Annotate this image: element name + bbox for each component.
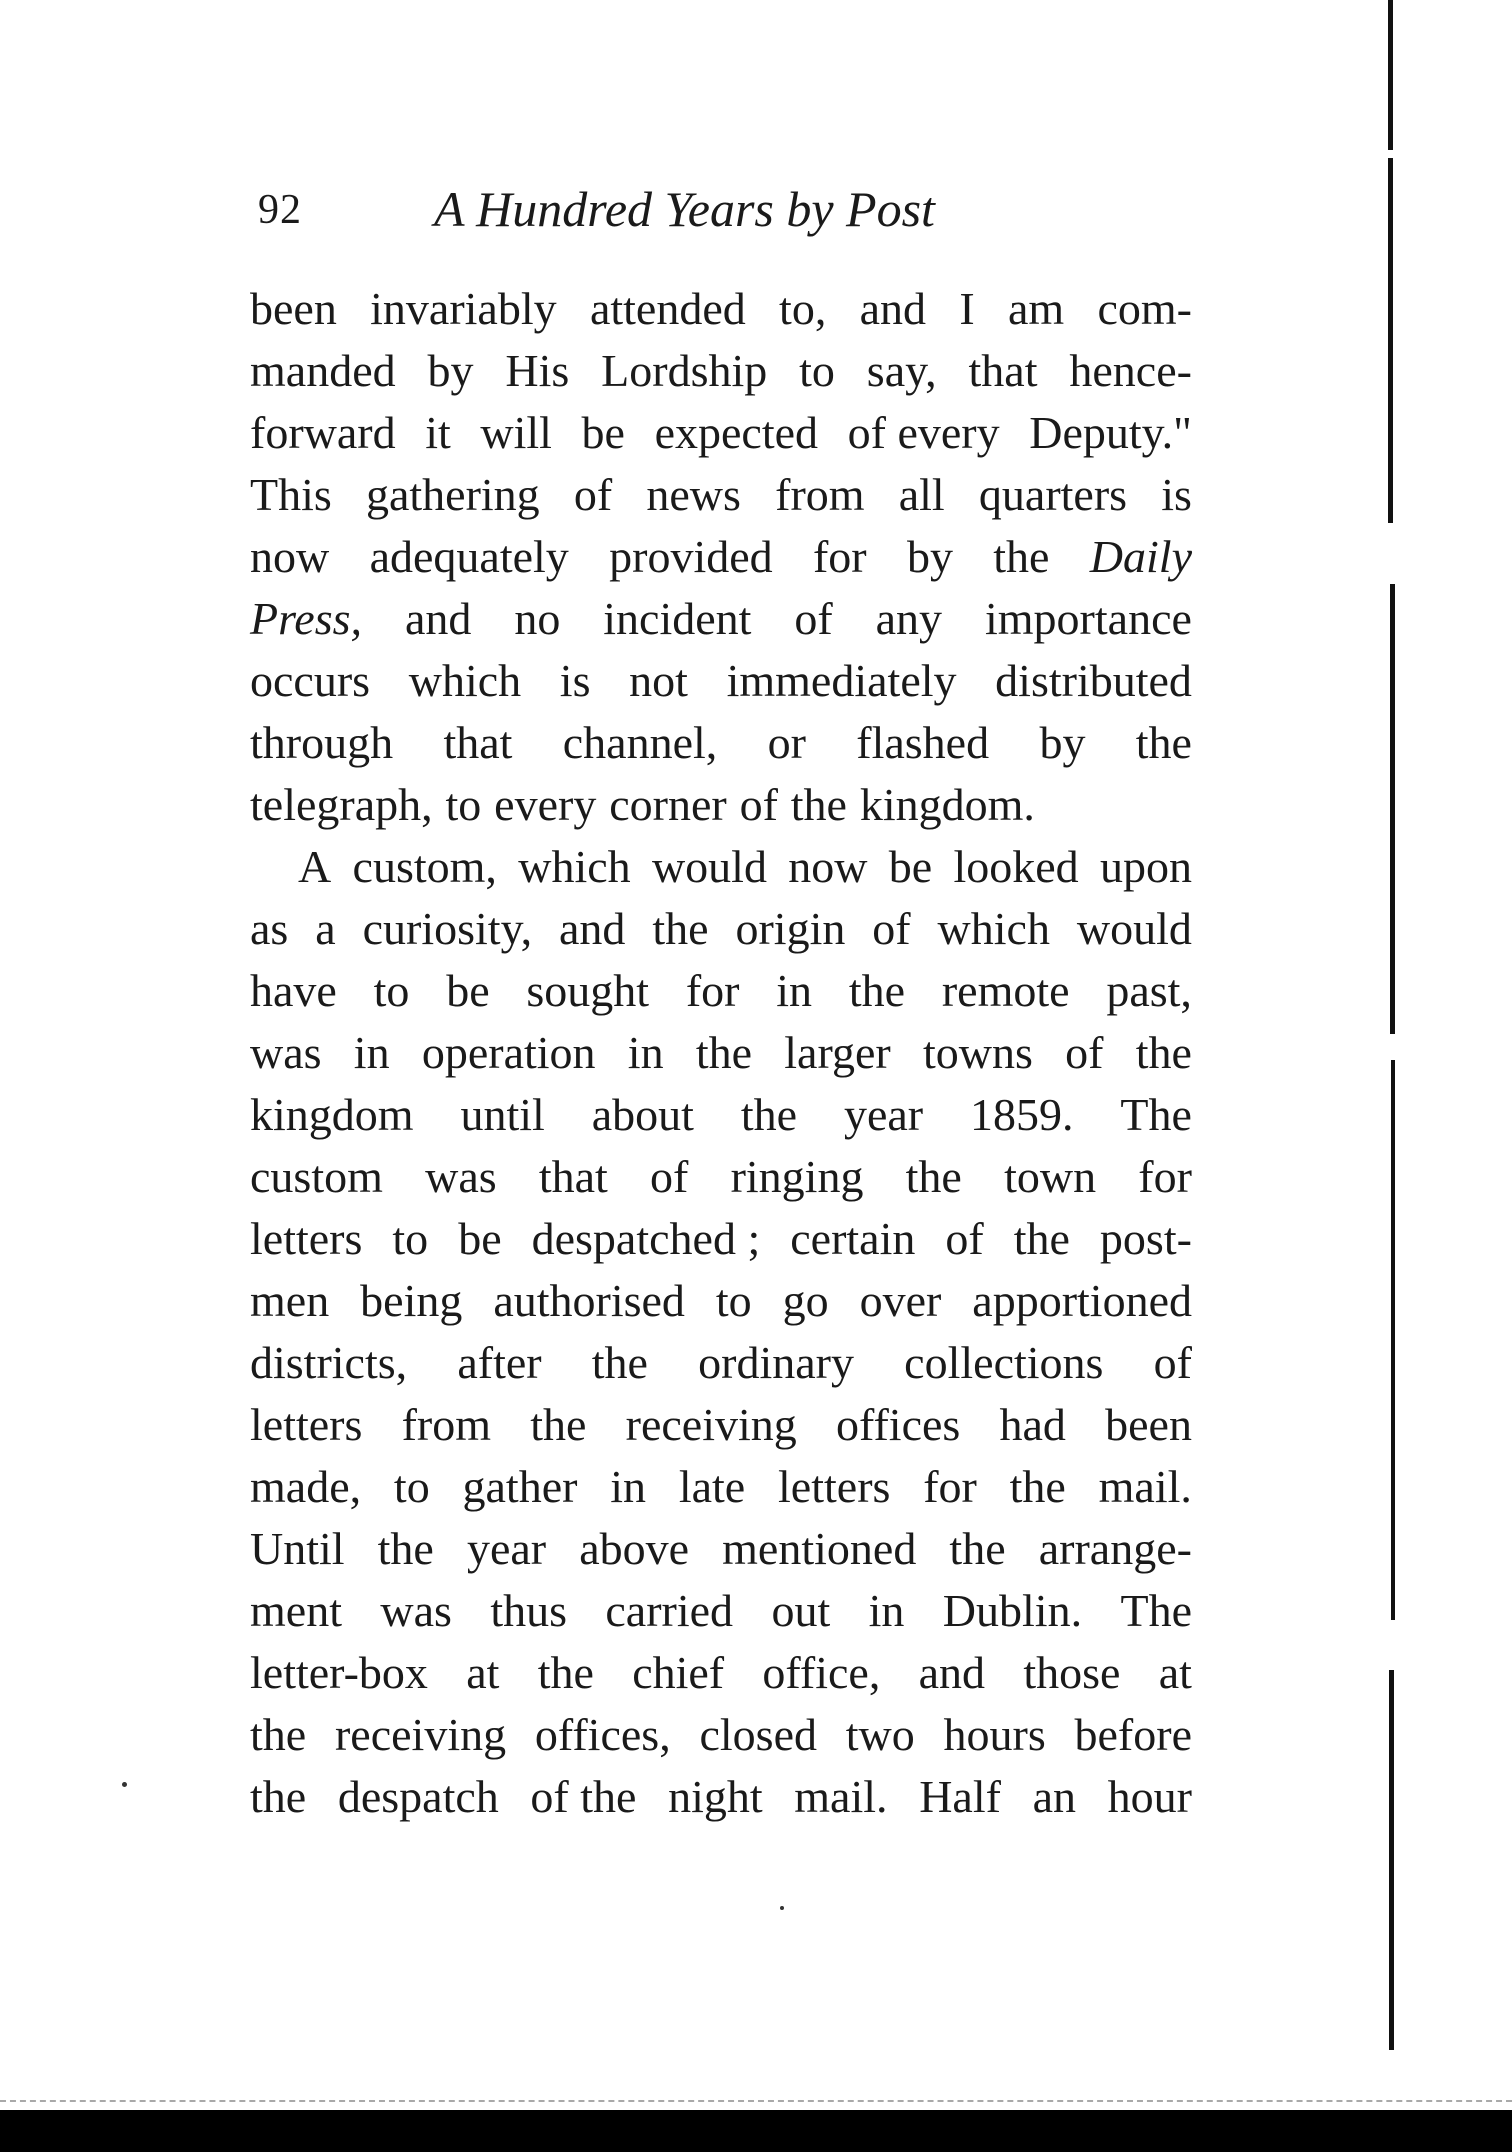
- text-line: [250, 774, 1192, 836]
- scan-speck: [122, 1782, 127, 1787]
- text-line: [250, 1456, 1192, 1518]
- word: office,: [762, 1647, 881, 1698]
- word: of: [573, 469, 613, 520]
- word: those: [1023, 1647, 1121, 1698]
- word: news: [646, 469, 741, 520]
- text-line: [250, 402, 1192, 464]
- word: am: [1007, 283, 1065, 334]
- word: and: [918, 1647, 986, 1698]
- text-line: [250, 1332, 1192, 1394]
- word: the: [377, 1523, 434, 1574]
- word: to: [715, 1275, 752, 1326]
- word: The: [1120, 1089, 1192, 1140]
- word: His: [505, 345, 570, 396]
- word: curiosity,: [362, 903, 533, 954]
- word: to,: [779, 283, 827, 334]
- word: the: [695, 1027, 753, 1078]
- word: the: [250, 1709, 307, 1760]
- word: looked: [953, 841, 1079, 892]
- text-line: [250, 836, 1192, 898]
- text-line: [250, 1766, 1192, 1828]
- page-edge-shadow: [1388, 158, 1393, 523]
- word: mail.: [794, 1771, 888, 1822]
- word: been: [250, 283, 337, 334]
- text-line: [250, 340, 1192, 402]
- word: A: [298, 841, 332, 892]
- word: towns: [922, 1027, 1033, 1078]
- running-title: A Hundred Years by Post: [434, 181, 935, 237]
- word: districts,: [250, 1337, 408, 1388]
- text-line: [250, 1704, 1192, 1766]
- word: which: [408, 655, 522, 706]
- text-line: [250, 650, 1192, 712]
- word: the: [848, 965, 906, 1016]
- word: I: [959, 283, 975, 334]
- word: that: [968, 345, 1038, 396]
- word: at: [466, 1647, 500, 1698]
- word: is: [1161, 469, 1192, 520]
- word: for: [923, 1461, 977, 1512]
- word: Lordship: [601, 345, 768, 396]
- word: origin: [735, 903, 846, 954]
- word: in: [353, 1027, 390, 1078]
- text-line: [250, 1580, 1192, 1642]
- word: sought: [526, 965, 650, 1016]
- word: gather: [462, 1461, 578, 1512]
- word: past,: [1106, 965, 1192, 1016]
- word: the: [652, 903, 709, 954]
- word: that: [538, 1151, 608, 1202]
- word: post-: [1099, 1213, 1192, 1264]
- word: made,: [250, 1461, 362, 1512]
- scan-speck: [780, 1906, 784, 1910]
- word: mail.: [1098, 1461, 1192, 1512]
- word: for: [1138, 1151, 1192, 1202]
- word: by: [1039, 717, 1086, 768]
- word: the: [1009, 1461, 1066, 1512]
- word: Half: [919, 1771, 1001, 1822]
- word: remote: [941, 965, 1070, 1016]
- word: telegraph,: [250, 779, 433, 830]
- word: any: [875, 593, 943, 644]
- word: quarters: [978, 469, 1128, 520]
- word: by: [906, 531, 953, 582]
- word: of: [1153, 1337, 1192, 1388]
- word: from: [775, 469, 865, 520]
- word: had: [999, 1399, 1066, 1450]
- word: which: [518, 841, 631, 892]
- word: for: [685, 965, 740, 1016]
- word: hours: [943, 1709, 1046, 1760]
- word: night: [668, 1771, 763, 1822]
- text-line: [250, 898, 1192, 960]
- word: Daily: [1089, 531, 1192, 582]
- word: Until: [250, 1523, 345, 1574]
- word: invariably: [370, 283, 557, 334]
- word: through: [250, 717, 394, 768]
- page-edge-shadow: [1391, 1060, 1395, 1620]
- word: the: [949, 1523, 1006, 1574]
- scan-noise-line: [0, 2100, 1512, 2108]
- word: distributed: [995, 655, 1192, 706]
- word: in: [610, 1461, 647, 1512]
- word: channel,: [562, 717, 718, 768]
- word: receiving: [334, 1709, 507, 1760]
- word: larger: [784, 1027, 891, 1078]
- word: a: [315, 903, 336, 954]
- word: closed: [699, 1709, 817, 1760]
- word: be: [458, 1213, 502, 1264]
- text-line: [250, 526, 1192, 588]
- word: offices: [835, 1399, 961, 1450]
- word: The: [1120, 1585, 1192, 1636]
- word: for: [812, 531, 867, 582]
- text-line: [250, 1146, 1192, 1208]
- text-line: [250, 712, 1192, 774]
- word: of: [872, 903, 911, 954]
- text-line: [250, 1022, 1192, 1084]
- word: apportioned: [972, 1275, 1192, 1326]
- word: letters: [250, 1213, 363, 1264]
- word: com-: [1097, 283, 1192, 334]
- page-edge-shadow: [1389, 1670, 1394, 2050]
- word: in: [868, 1585, 905, 1636]
- word: hence-: [1069, 345, 1192, 396]
- word: as: [250, 903, 289, 954]
- word: to: [392, 1213, 429, 1264]
- word: will: [480, 407, 552, 458]
- word: that: [443, 717, 513, 768]
- word: after: [457, 1337, 542, 1388]
- word: of: [650, 1151, 689, 1202]
- text-line: [250, 1208, 1192, 1270]
- word: kingdom.: [859, 779, 1035, 830]
- word: arrange-: [1038, 1523, 1192, 1574]
- word: letters: [778, 1461, 891, 1512]
- word: and: [559, 903, 626, 954]
- word: despatch: [337, 1771, 499, 1822]
- word: receiving: [625, 1399, 797, 1450]
- word: from: [401, 1399, 492, 1450]
- word: which: [937, 903, 1050, 954]
- word: year: [843, 1089, 924, 1140]
- word: immediately: [726, 655, 957, 706]
- word: ringing: [730, 1151, 864, 1202]
- word: gathering: [365, 469, 540, 520]
- text-line: [250, 1394, 1192, 1456]
- word: 1859.: [970, 1089, 1074, 1140]
- word: now: [250, 531, 330, 582]
- word: authorised: [493, 1275, 685, 1326]
- word: custom,: [352, 841, 497, 892]
- page-edge-shadow: [1390, 584, 1395, 1034]
- word: the: [740, 1089, 798, 1140]
- word: being: [360, 1275, 463, 1326]
- word: hour: [1107, 1771, 1192, 1822]
- page-header: [258, 176, 1038, 246]
- word: thus: [490, 1585, 567, 1636]
- text-line: [250, 1270, 1192, 1332]
- word: been: [1105, 1399, 1192, 1450]
- word: forward: [250, 407, 396, 458]
- word: and: [859, 283, 927, 334]
- word: in: [776, 965, 813, 1016]
- word: say,: [866, 345, 937, 396]
- body-text: [250, 278, 1192, 1828]
- word: letter-box: [250, 1647, 428, 1698]
- word: the: [993, 531, 1050, 582]
- word: have: [250, 965, 337, 1016]
- word: two: [845, 1709, 915, 1760]
- word: manded: [250, 345, 396, 396]
- word: the: [591, 1337, 648, 1388]
- word: go: [782, 1275, 829, 1326]
- word: adequately: [369, 531, 569, 582]
- word: ordinary: [698, 1337, 854, 1388]
- word: the: [537, 1647, 594, 1698]
- word: of: [739, 779, 778, 830]
- word: kingdom: [250, 1089, 414, 1140]
- word: late: [678, 1461, 746, 1512]
- word: by: [427, 345, 474, 396]
- text-line: [250, 464, 1192, 526]
- word: is: [559, 655, 591, 706]
- word: before: [1074, 1709, 1192, 1760]
- text-line: [250, 1518, 1192, 1580]
- word: letters: [250, 1399, 363, 1450]
- word: corner: [609, 779, 727, 830]
- word: would: [1076, 903, 1192, 954]
- word: year: [466, 1523, 547, 1574]
- word: the: [790, 779, 847, 830]
- word: This: [250, 469, 332, 520]
- word: all: [898, 469, 945, 520]
- word: men: [250, 1275, 330, 1326]
- word: every: [494, 779, 597, 830]
- text-line: [250, 588, 1192, 650]
- word: importance: [985, 593, 1192, 644]
- word: chief: [632, 1647, 725, 1698]
- word: no: [514, 593, 561, 644]
- word: be: [446, 965, 490, 1016]
- word: despatched ;: [531, 1213, 761, 1264]
- word: to: [445, 779, 482, 830]
- word: out: [771, 1585, 831, 1636]
- word: carried: [605, 1585, 734, 1636]
- word: of: [794, 593, 833, 644]
- word: of the: [530, 1771, 637, 1822]
- word: flashed: [856, 717, 990, 768]
- word: Deputy.": [1029, 407, 1192, 458]
- word: custom: [250, 1151, 383, 1202]
- word: Dublin.: [942, 1585, 1083, 1636]
- page-number: 92: [258, 187, 302, 233]
- page-edge-shadow: [1388, 0, 1393, 150]
- word: not: [629, 655, 688, 706]
- text-line: [250, 1084, 1192, 1146]
- word: town: [1004, 1151, 1097, 1202]
- word: the: [1135, 717, 1192, 768]
- word: the: [250, 1771, 307, 1822]
- word: to: [373, 965, 410, 1016]
- word: collections: [904, 1337, 1104, 1388]
- text-line: [250, 278, 1192, 340]
- word: in: [627, 1027, 664, 1078]
- word: of: [945, 1213, 984, 1264]
- word: Press,: [250, 593, 363, 644]
- word: to: [393, 1461, 430, 1512]
- word: of every: [847, 407, 1000, 458]
- word: operation: [421, 1027, 596, 1078]
- word: above: [579, 1523, 690, 1574]
- word: now: [788, 841, 868, 892]
- word: occurs: [250, 655, 371, 706]
- word: was: [250, 1027, 322, 1078]
- word: expected: [654, 407, 819, 458]
- word: was: [380, 1585, 452, 1636]
- word: the: [1013, 1213, 1070, 1264]
- word: and: [404, 593, 472, 644]
- word: an: [1032, 1771, 1076, 1822]
- word: incident: [603, 593, 752, 644]
- word: would: [651, 841, 767, 892]
- word: over: [859, 1275, 942, 1326]
- word: to: [799, 345, 835, 396]
- word: offices,: [534, 1709, 671, 1760]
- word: the: [1135, 1027, 1192, 1078]
- word: the: [530, 1399, 587, 1450]
- word: attended: [589, 283, 746, 334]
- scan-bottom-border: [0, 2110, 1512, 2152]
- word: about: [591, 1089, 694, 1140]
- word: or: [767, 717, 806, 768]
- word: be: [581, 407, 625, 458]
- word: ment: [250, 1585, 342, 1636]
- word: certain: [790, 1213, 916, 1264]
- word: until: [460, 1089, 545, 1140]
- word: mentioned: [722, 1523, 917, 1574]
- word: at: [1158, 1647, 1192, 1698]
- text-line: [250, 960, 1192, 1022]
- word: was: [425, 1151, 497, 1202]
- word: of: [1065, 1027, 1104, 1078]
- text-line: [250, 1642, 1192, 1704]
- word: it: [425, 407, 451, 458]
- word: be: [888, 841, 933, 892]
- word: the: [905, 1151, 962, 1202]
- word: provided: [609, 531, 773, 582]
- word: upon: [1099, 841, 1192, 892]
